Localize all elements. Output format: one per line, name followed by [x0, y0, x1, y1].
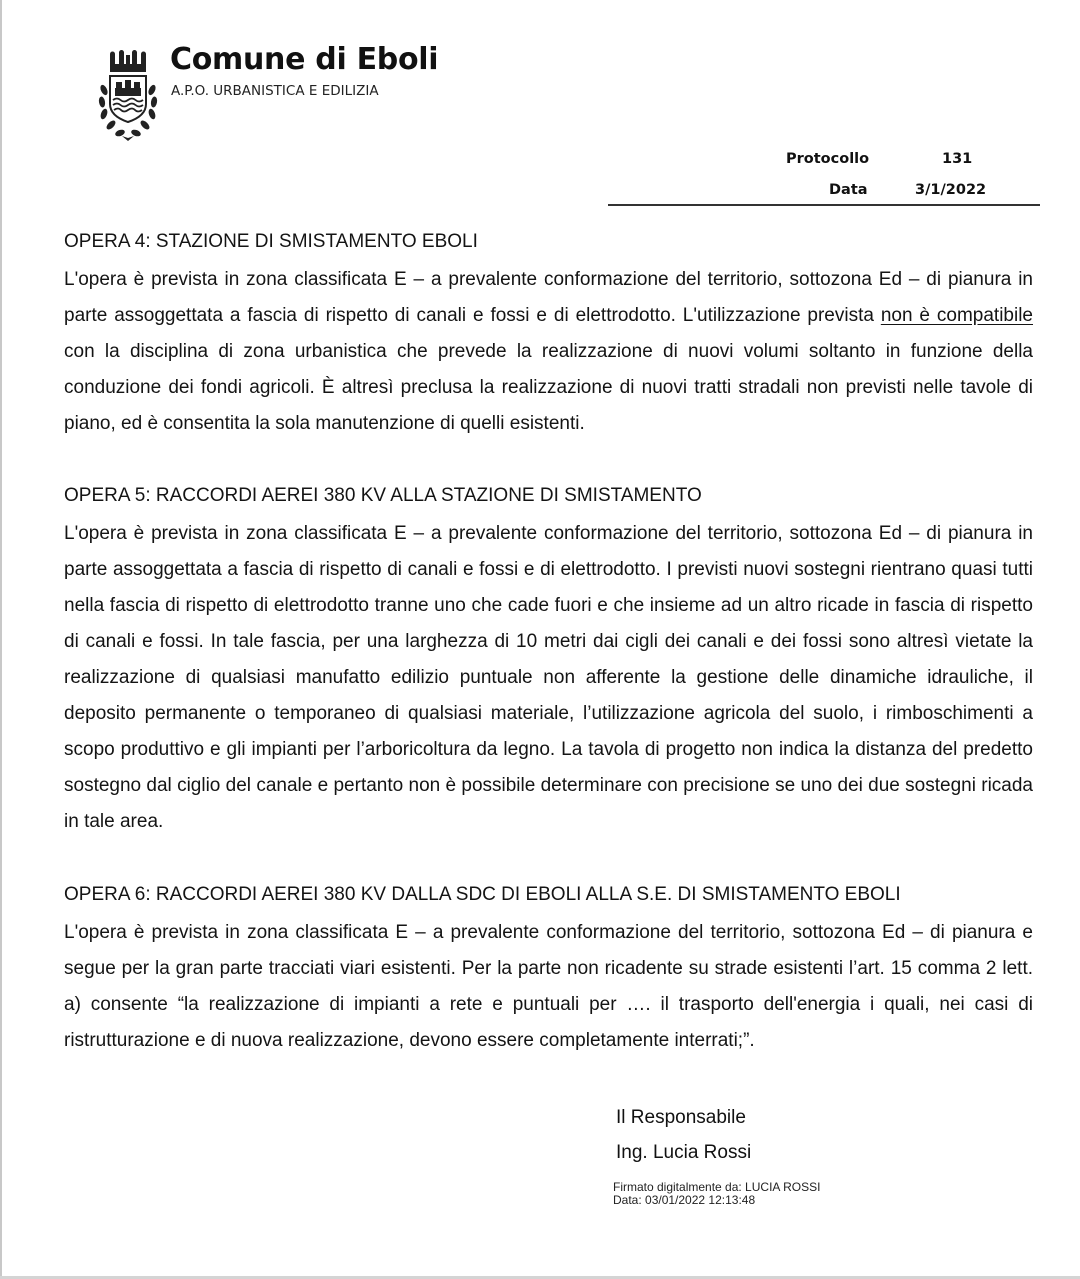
section-paragraph [64, 262, 1033, 442]
section-paragraph: L'opera è prevista in zona classificata E – a prevalente conformazione del territorio, sottozona Ed – di pianura in parte assoggettata a fascia di rispetto di canali e fossi e di elettrodotto. I previsti nuovi sostegni rientrano quasi tutti nella fascia di rispetto di elettrodotto tranne uno che cade fuori e che insieme ad un altro ricade in fascia di rispetto di canali e fossi. In tale fascia, per una larghezza di 10 metri dai cigli dei canali e dei fossi sono altresì vietate la realizzazione di qualsiasi manufatto edilizio puntuale non afferente la gestione delle dinamiche idrauliche, il deposito permanente o temporaneo di qualsiasi materiale, l’utilizzazione agricola del suolo, i rimboschimenti a scopo produttivo e gli impianti per l’arboricoltura da legno. La tavola di progetto non indica la distanza del predetto sostegno dal ciglio del canale e pertanto non è possibile determinare con precisione se uno dei due sostegni ricada in tale area. [64, 523, 1033, 832]
section-title: OPERA 4: STAZIONE DI SMISTAMENTO EBOLI [64, 231, 478, 252]
page-edge-left [0, 0, 2, 1279]
header-divider [608, 204, 1040, 206]
org-title: Comune di Eboli [170, 42, 439, 77]
org-subtitle: A.P.O. URBANISTICA E EDILIZIA [171, 83, 379, 99]
underlined-text: non è compatibile [880, 305, 1033, 326]
protocollo-value: 131 [942, 151, 973, 167]
section-opera-4 [64, 230, 1033, 442]
section-opera-6 [64, 883, 1033, 1059]
signature-role: Il Responsabile [616, 1107, 746, 1128]
data-label: Data [829, 182, 868, 198]
signature-name: Ing. Lucia Rossi [616, 1142, 752, 1163]
section-paragraph: L'opera è prevista in zona classificata E – a prevalente conformazione del territorio, sottozona Ed – di pianura e segue per la gran parte tracciati viari esistenti. Per la parte non ricadente su strade esistenti l’art. 15 comma 2 lett. a) consente “la realizzazione di impianti a rete e puntuali per …. il trasporto dell'energia i quali, nei casi di ristrutturazione e di nuova realizzazione, devono essere completamente interrati;”. [64, 922, 1033, 1051]
paragraph-text: L'opera è prevista in zona classificata E – a prevalente conformazione del territorio, sottozona Ed – di pianura in parte assoggettata a fascia di rispetto di canali e fossi e di elettrodotto. L'utilizzazione prevista [64, 269, 1033, 326]
section-title: OPERA 6: RACCORDI AEREI 380 KV DALLA SDC DI EBOLI ALLA S.E. DI SMISTAMENTO EBOLI [64, 884, 901, 905]
protocollo-label: Protocollo [786, 151, 870, 167]
digital-signature-date: Data: 03/01/2022 12:13:48 [613, 1193, 756, 1207]
digital-signature-signer: Firmato digitalmente da: LUCIA ROSSI [613, 1180, 821, 1194]
paragraph-text: con la disciplina di zona urbanistica che prevede la realizzazione di nuovi volumi soltanto in funzione della conduzione dei fondi agricoli. È altresì preclusa la realizzazione di nuovi tratti stradali non previsti nelle tavole di piano, ed è consentita la sola manutenzione di quelli esistenti. [64, 341, 1033, 434]
municipal-crest-icon [90, 50, 166, 144]
section-opera-5 [64, 484, 1033, 840]
digital-signature [613, 1181, 820, 1207]
section-title: OPERA 5: RACCORDI AEREI 380 KV ALLA STAZIONE DI SMISTAMENTO [64, 485, 702, 506]
data-value: 3/1/2022 [915, 182, 987, 198]
